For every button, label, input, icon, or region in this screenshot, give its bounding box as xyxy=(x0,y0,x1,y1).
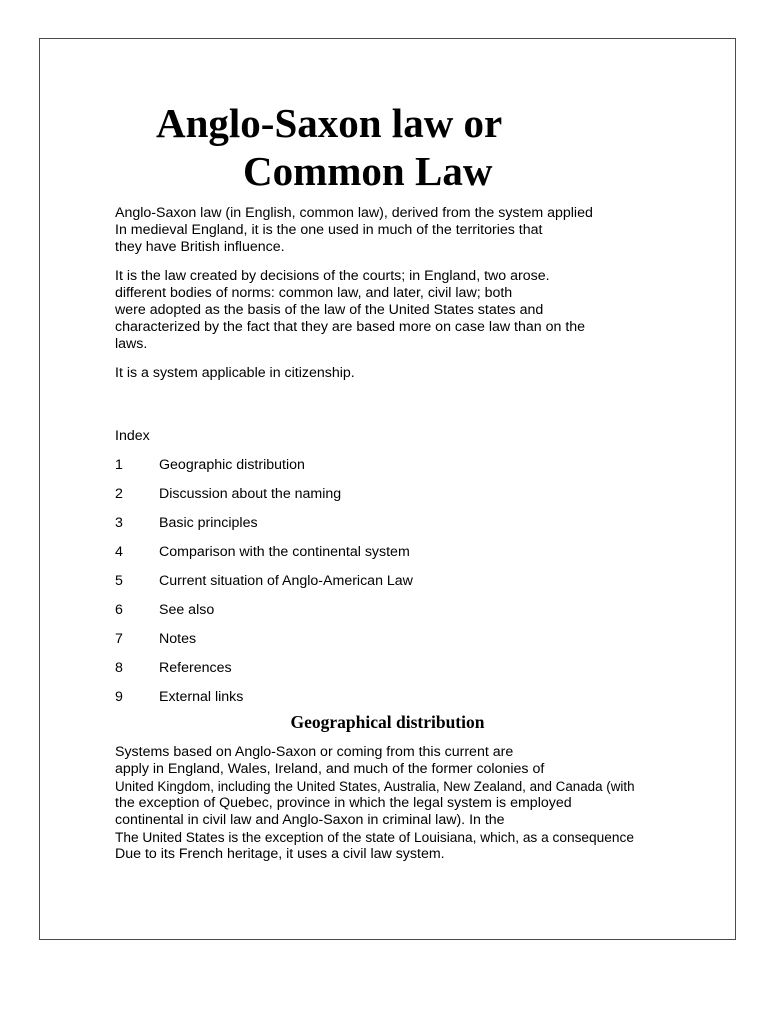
index-number: 8 xyxy=(115,660,123,676)
index-label: Current situation of Anglo-American Law xyxy=(159,573,413,589)
index-label: Discussion about the naming xyxy=(159,486,342,502)
geo-line: Systems based on Anglo-Saxon or coming from this current are xyxy=(115,744,514,760)
geo-line: the exception of Quebec, province in which the legal system is employed xyxy=(115,795,572,811)
geographical-paragraph xyxy=(115,744,675,863)
index-number: 2 xyxy=(115,486,123,502)
index-number: 3 xyxy=(115,515,123,531)
geo-line: apply in England, Wales, Ireland, and much of the former colonies of xyxy=(115,761,545,777)
index-label: Notes xyxy=(159,631,197,647)
geo-line: continental in civil law and Anglo-Saxon in criminal law). In the xyxy=(115,812,505,828)
courts-paragraph xyxy=(115,268,675,353)
index-label: See also xyxy=(159,602,215,618)
courts-line: characterized by the fact that they are based more on case law than on the xyxy=(115,319,586,335)
index-number: 1 xyxy=(115,457,123,473)
citizenship-paragraph: It is a system applicable in citizenship. xyxy=(115,365,355,381)
index-label: References xyxy=(159,660,232,676)
index-item[interactable] xyxy=(115,602,675,631)
intro-paragraph xyxy=(115,205,675,256)
geo-line: United Kingdom, including the United States, Australia, New Zealand, and Canada (with xyxy=(115,779,635,794)
intro-line: they have British influence. xyxy=(115,239,285,255)
document-title xyxy=(40,99,640,195)
courts-line: were adopted as the basis of the law of the United States states and xyxy=(115,302,544,318)
index-label: Geographic distribution xyxy=(159,457,305,473)
index-item[interactable] xyxy=(115,457,675,486)
index-item[interactable] xyxy=(115,544,675,573)
intro-line: In medieval England, it is the one used in much of the territories that xyxy=(115,222,543,238)
title-line-2: Common Law xyxy=(243,148,493,194)
index-label: Comparison with the continental system xyxy=(159,544,410,560)
index-number: 6 xyxy=(115,602,123,618)
index-heading: Index xyxy=(115,428,150,444)
courts-line: laws. xyxy=(115,336,148,352)
document-page xyxy=(39,38,736,940)
index-number: 4 xyxy=(115,544,123,560)
geo-line: Due to its French heritage, it uses a civil law system. xyxy=(115,846,445,862)
courts-line: It is the law created by decisions of the courts; in England, two arose. xyxy=(115,268,550,284)
geo-line: The United States is the exception of the state of Louisiana, which, as a consequence xyxy=(115,830,634,845)
index-item[interactable] xyxy=(115,515,675,544)
index-item[interactable] xyxy=(115,631,675,660)
index-label: Basic principles xyxy=(159,515,258,531)
courts-line: different bodies of norms: common law, and later, civil law; both xyxy=(115,285,513,301)
document-body xyxy=(115,205,675,875)
index-item[interactable] xyxy=(115,486,675,515)
index-list xyxy=(115,457,675,718)
index-item[interactable] xyxy=(115,573,675,602)
intro-line: Anglo-Saxon law (in English, common law), derived from the system applied xyxy=(115,205,593,221)
index-number: 7 xyxy=(115,631,123,647)
index-label: External links xyxy=(159,689,244,705)
title-line-1: Anglo-Saxon law or xyxy=(156,100,503,146)
index-item[interactable] xyxy=(115,660,675,689)
section-title-geographical-distribution: Geographical distribution xyxy=(290,712,485,732)
index-number: 9 xyxy=(115,689,123,705)
index-number: 5 xyxy=(115,573,123,589)
